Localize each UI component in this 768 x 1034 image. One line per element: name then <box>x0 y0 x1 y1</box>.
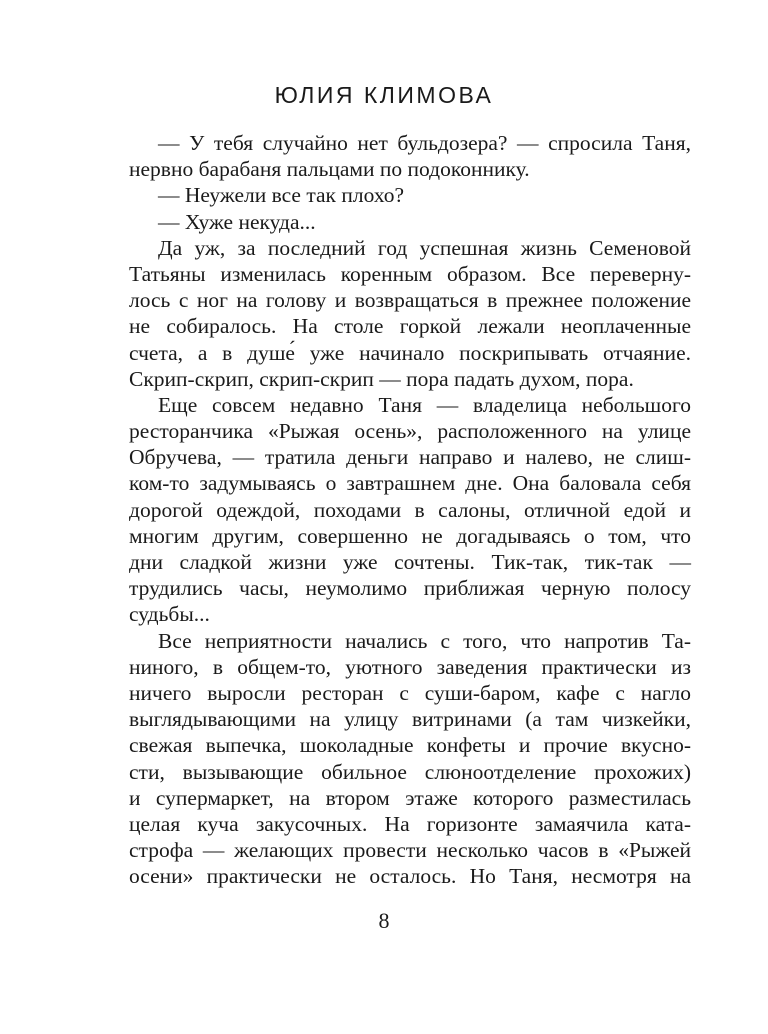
text-line: выглядывающими на улицу витринами (а там чизкейки, <box>129 707 691 732</box>
text-line: Татьяны изменилась коренным образом. Все переверну- <box>129 261 691 286</box>
text-line: строфа — желающих провести несколько часов в «Рыжей <box>129 838 691 863</box>
text-line: ничего выросли ресторан с суши-баром, кафе с нагло <box>129 680 691 705</box>
text-line: судьбы... <box>129 602 210 627</box>
text-line: трудились часы, неумолимо приближая черную полосу <box>129 576 691 601</box>
text-line: ресторанчика «Рыжая осень», расположенного на улице <box>129 419 691 444</box>
text-line: Обручева, — тратила деньги направо и налево, не слиш- <box>129 445 691 470</box>
text-line: сти, вызывающие обильное слюноотделение прохожих) <box>129 759 691 784</box>
text-line: Да уж, за последний год успешная жизнь Семеновой <box>158 235 691 260</box>
text-line: дорогой одеждой, походами в салоны, отличной едой и <box>129 497 691 522</box>
text-line: — Неужели все так плохо? <box>158 183 405 208</box>
text-line: осени» практически не осталось. Но Таня, несмотря на <box>129 864 691 889</box>
text-line: счета, а в душе́ уже начинало поскрипывать отчаяние. <box>129 340 691 365</box>
text-line: — У тебя случайно нет бульдозера? — спросила Таня, <box>158 131 691 155</box>
body-text <box>129 130 691 889</box>
text-line: Все неприятности начались с того, что напротив Та- <box>158 628 691 653</box>
text-line: нервно барабаня пальцами по подоконнику. <box>129 157 530 182</box>
text-line: и супермаркет, на втором этаже которого разместилась <box>129 785 691 810</box>
text-line: многим другим, совершенно не догадываясь о том, что <box>129 523 691 548</box>
text-line: целая куча закусочных. На горизонте замаячила ката- <box>129 811 691 836</box>
text-line: Скрип-скрип, скрип-скрип — пора падать духом, пора. <box>129 366 634 391</box>
running-head-author: ЮЛИЯ КЛИМОВА <box>274 82 494 108</box>
text-line: не собиралось. На столе горкой лежали неоплаченные <box>129 314 691 339</box>
page-number: 8 <box>378 908 390 933</box>
text-line: лось с ног на голову и возвращаться в прежнее положение <box>129 288 691 313</box>
text-line: ком-то задумываясь о завтрашнем дне. Она баловала себя <box>129 471 691 496</box>
text-line: ниного, в общем-то, уютного заведения практически из <box>129 654 691 679</box>
text-line: Еще совсем недавно Таня — владелица небольшого <box>158 392 691 417</box>
text-line: дни сладкой жизни уже сочтены. Тик-так, тик-так — <box>129 550 691 574</box>
text-line: — Хуже некуда... <box>158 209 316 234</box>
text-line: свежая выпечка, шоколадные конфеты и прочие вкусно- <box>129 733 691 758</box>
